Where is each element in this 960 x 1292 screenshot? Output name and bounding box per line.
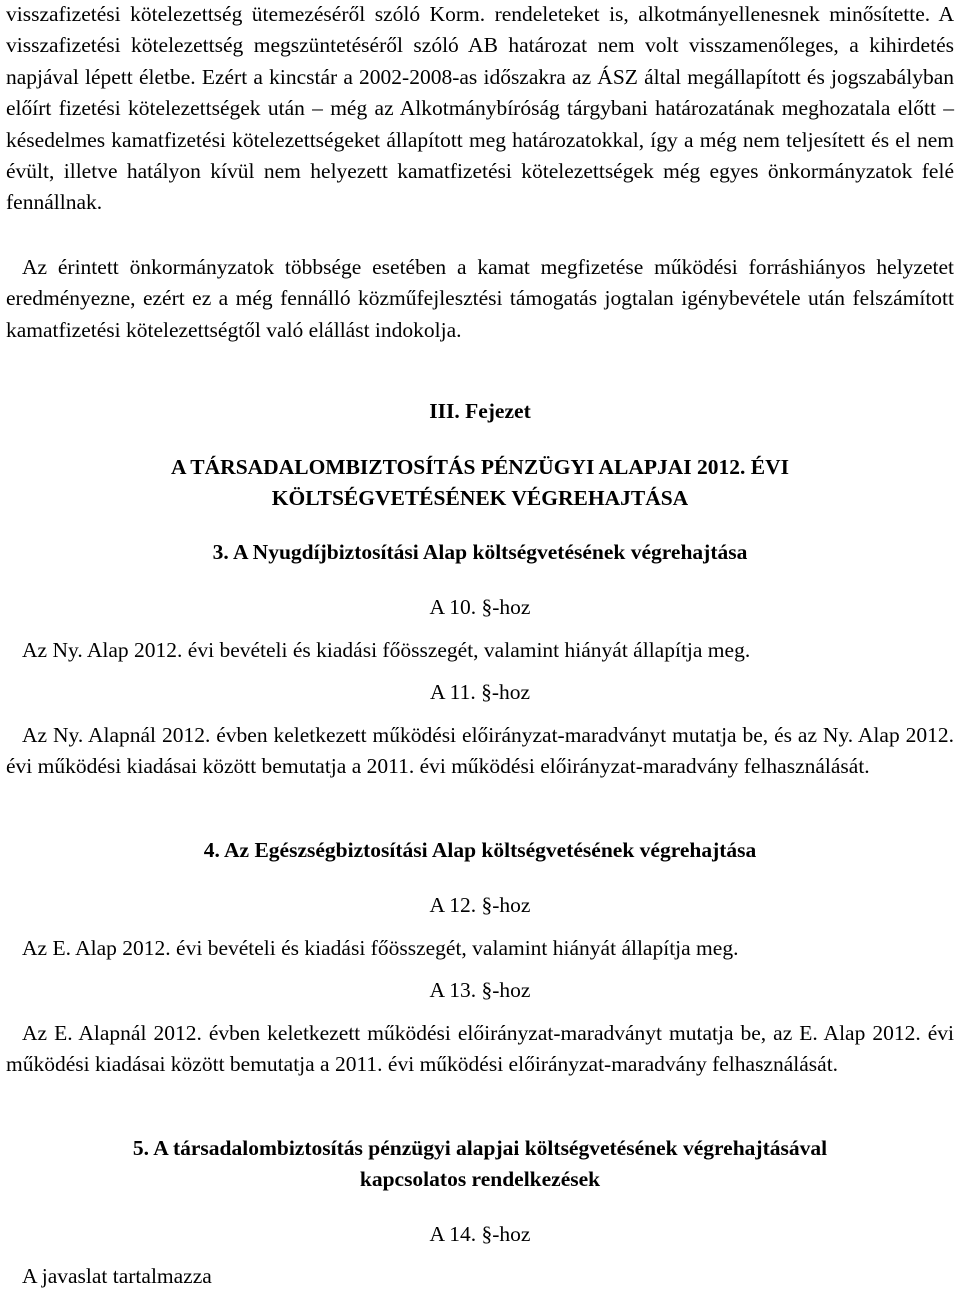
body-text: visszafizetési kötelezettség ütemezéséről szóló Korm. rendeleteket is, alkotmányellenesnek minősítette. A visszafizetési kötelezettség megszüntetéséről szóló AB határozat nem volt visszamenőleges, a kihirdetés napjával lépett életbe. Ezért a kincstár a 2002-2008-as időszakra az ÁSZ által megállapított és jogszabályban előírt fizetési kötelezettségek után – még az Alkotmánybíróság tárgybani határozatának meghozatala előtt – késedelmes kamatfizetési kötelezettségeket állapított meg határozatokkal, így a még nem teljesített és el nem évült, illetve hatályon kívül nem helyezett kamatfizetési kötelezettségek még egyes önkormányzatok felé fennállnak.: [6, 2, 954, 215]
section-4-title: 4. Az Egészségbiztosítási Alap költségvetésének végrehajtása: [203, 838, 757, 862]
section-text-13: Az E. Alapnál 2012. évben keletkezett működési előirányzat-maradványt mutatja be, az E. Alap 2012. évi működési kiadásai között bemutatja a 2011. évi működési előirányzat-maradvány felhasználását.: [6, 1021, 954, 1077]
chapter-title: A TÁRSADALOMBIZTOSÍTÁS PÉNZÜGYI ALAPJAI 2012. ÉVI KÖLTSÉGVETÉSÉNEK VÉGREHAJTÁSA: [170, 455, 790, 510]
section-label-10: A 10. §-hoz: [429, 595, 531, 619]
section-text-11: Az Ny. Alapnál 2012. évben keletkezett működési előirányzat-maradványt mutatja be, és az Ny. Alap 2012. évi működési kiadásai között bemutatja a 2011. évi működési előirányzat-maradvány felhasználását.: [6, 723, 954, 779]
section-label-13: A 13. §-hoz: [429, 978, 531, 1002]
chapter-number: III. Fejezet: [429, 399, 531, 423]
paragraph-elallas: [6, 252, 954, 346]
section-text-14: A javaslat tartalmazza: [22, 1264, 212, 1288]
section-text-10: Az Ny. Alap 2012. évi bevételi és kiadási főösszegét, valamint hiányát állapítja meg.: [22, 638, 751, 662]
section-text-12: Az E. Alap 2012. évi bevételi és kiadási főösszegét, valamint hiányát állapítja meg.: [22, 936, 739, 960]
section-5-title: 5. A társadalombiztosítás pénzügyi alapjai költségvetésének végrehajtásával kapcsolatos rendelkezések: [132, 1136, 828, 1191]
section-3-title: 3. A Nyugdíjbiztosítási Alap költségvetésének végrehajtása: [212, 540, 748, 564]
body-text: Az érintett önkormányzatok többsége esetében a kamat megfizetése működési forráshiányos helyzetet eredményezne, ezért ez a még fennálló közműfejlesztési támogatás jogtalan igénybevétele után felszámított kamatfizetési kötelezettségtől való elállást indokolja.: [6, 255, 954, 342]
section-label-14: A 14. §-hoz: [429, 1222, 531, 1246]
section-label-12: A 12. §-hoz: [429, 893, 531, 917]
section-label-11: A 11. §-hoz: [429, 680, 531, 704]
paragraph-kamatfizetes: [6, 0, 954, 219]
